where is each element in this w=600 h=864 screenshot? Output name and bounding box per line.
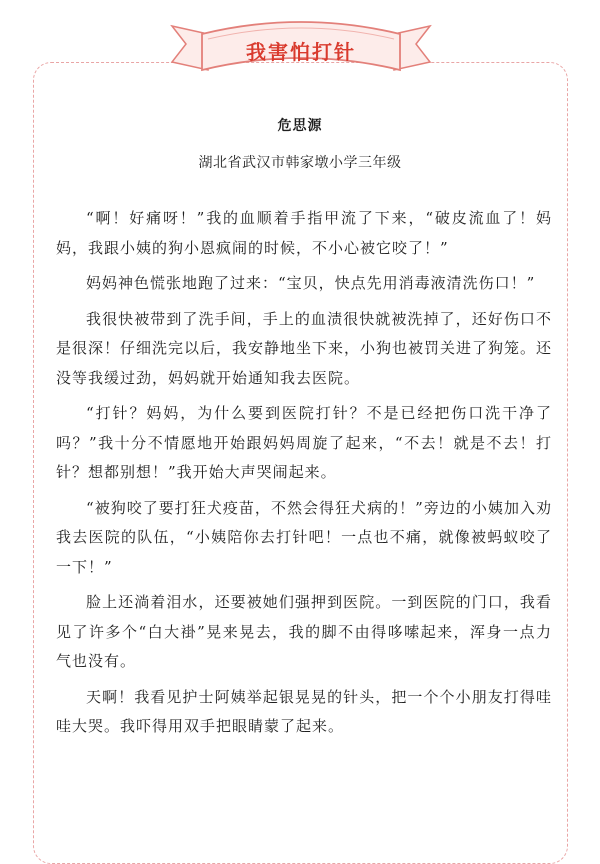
paragraph: “啊！好痛呀！”我的血顺着手指甲流了下来，“破皮流血了！妈妈，我跟小姨的狗小恩疯闹的时候，不小心被它咬了！”: [56, 209, 552, 257]
paragraph: “打针？妈妈，为什么要到医院打针？不是已经把伤口洗干净了吗？”我十分不情愿地开始跟妈妈周旋了起来，“不去！就是不去！打针？想都别想！”我开始大声哭闹起来。: [56, 404, 552, 481]
article-author: 湖北省武汉市韩家墩小学三年级: [198, 155, 402, 171]
paragraph: 天啊！我看见护士阿姨举起银晃晃的针头，把一个个小朋友打得哇哇大哭。我吓得用双手把眼睛蒙了起来。: [56, 687, 552, 735]
paragraph: “被狗咬了要打狂犬疫苗，不然会得狂犬病的！”旁边的小姨加入劝我去医院的队伍，“小姨陪你去打针吧！一点也不痛，就像被蚂蚁咬了一下！”: [56, 498, 552, 576]
paragraph: 妈妈神色慌张地跑了过来：“宝贝，快点先用消毒液清洗伤口！”: [86, 274, 536, 292]
title-ribbon: [166, 6, 436, 86]
ribbon-title: 我害怕打针: [246, 40, 356, 64]
paragraph: 脸上还淌着泪水，还要被她们强押到医院。一到医院的门口，我看见了许多个“白大褂”晃来晃去，我的脚不由得哆嗦起来，浑身一点力气也没有。: [56, 593, 552, 670]
paragraph: 我很快被带到了洗手间，手上的血渍很快就被洗掉了，还好伤口不是很深！仔细洗完以后，我安静地坐下来，小狗也被罚关进了狗笼。还没等我缓过劲，妈妈就开始通知我去医院。: [56, 309, 553, 387]
article-body: [56, 204, 552, 748]
article-title: 危思源: [277, 118, 323, 134]
